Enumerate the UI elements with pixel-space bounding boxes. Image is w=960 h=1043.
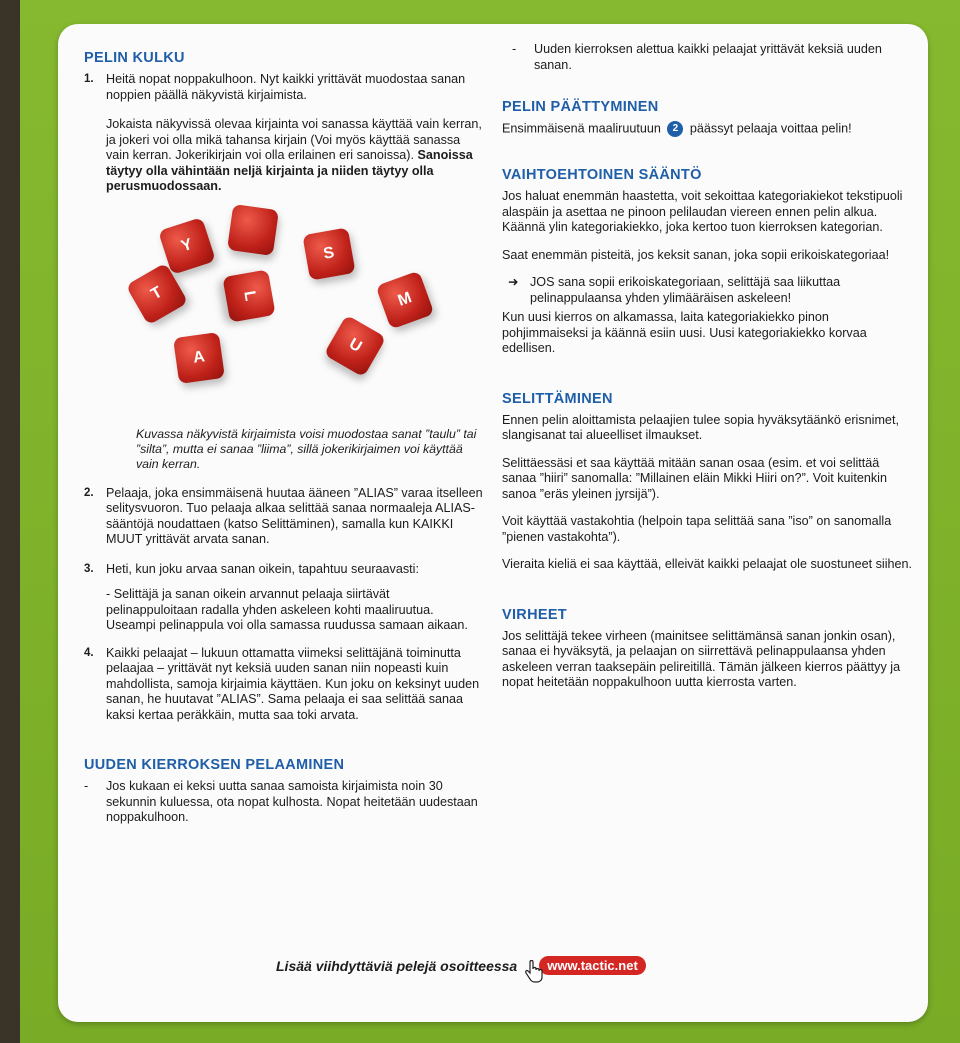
heading-uuden-kierroksen: UUDEN KIERROKSEN PELAAMINEN (84, 757, 345, 773)
dice-illustration (114, 207, 454, 427)
step-text: Heti, kun joku arvaa sanan oikein, tapahtuu seuraavasti: (106, 561, 419, 576)
heading-vaihtoehtoinen: VAIHTOEHTOINEN SÄÄNTÖ (502, 167, 702, 183)
vaihtoehtoinen-p3: Kun uusi kierros on alkamassa, laita kategoriakiekko pinon pohjimmaiseksi ja käännä esiin uusi. Uusi kategoriakiekko korvaa edellisen. (502, 310, 867, 355)
top-dash-text: Uuden kierroksen alettua kaikki pelaajat yrittävät keksiä uuden sanan. (534, 42, 882, 72)
selittaminen-p3: Voit käyttää vastakohtia (helpoin tapa selittää sana ”iso” on sanomalla ”pienen vastakohta”). (502, 514, 892, 544)
selittaminen-p4: Vieraita kieliä ei saa käyttää, elleivät kaikki pelaajat ole suostuneet siihen. (502, 557, 913, 571)
step-number: 3. (84, 562, 94, 575)
uuden-item (84, 779, 484, 826)
virheet-text: Jos selittäjä tekee virheen (mainitsee selittämänsä sanan jonkin osan), sanaa ei hyväksytä, ja pelaajan on siirrettävä pelinappulaansa yhden askeleen verran taaksepäin pelireitillä. Tämän jälkeen kierros päättyy ja nopat heitetään noppakulhoon uutta kierrosta varten. (502, 628, 901, 689)
step-1-bold: Sanoissa täytyy olla vähintään neljä kirjainta ja niiden täytyy olla perusmuodossaan. (106, 148, 473, 193)
die: L (222, 269, 275, 322)
dice-caption: Kuvassa näkyvistä kirjaimista voisi muodostaa sanat ”taulu” tai ”silta”, mutta ei sanaa ”liima”, sillä jokerikirjaimen voi käyttää vain kerran. (136, 426, 477, 471)
arrow-item-text: JOS sana sopii erikoiskategoriaan, selittäjä saa liikuttaa pelinappulaansa yhden ylimääräisen askeleen! (530, 275, 841, 305)
step-number: 4. (84, 646, 94, 659)
step-1 (84, 72, 484, 103)
paattyminen-text (502, 121, 912, 137)
step-4 (84, 646, 484, 724)
vaihtoehtoinen-p2: Saat enemmän pisteitä, jos keksit sanan, joka sopii erikoiskategoriaa! (502, 247, 890, 262)
arrow-icon: ➜ (508, 275, 519, 289)
footer (276, 956, 646, 975)
top-dash-item (502, 42, 912, 73)
step-text: Heitä nopat noppakulhoon. Nyt kaikki yrittävät muodostaa sanan noppien päällä näkyvistä kirjaimista. (106, 72, 466, 102)
step-3-detail (106, 587, 484, 634)
step-text: Pelaaja, joka ensimmäisenä huutaa ääneen ”ALIAS” varaa itselleen selitysvuoron. Tuo pelaaja alkaa selittää sanaa normaaleja ALIAS-sääntöjä noudattaen (katso Selittäminen), samalla kun KAIKKI MUUT yrittävät arvata sanan. (106, 485, 483, 546)
die: M (376, 270, 435, 329)
website-link[interactable] (539, 956, 646, 975)
die: S (302, 227, 355, 280)
dash-marker: - (84, 779, 89, 793)
pointer-hand-icon (523, 960, 543, 984)
website-link-text[interactable]: www.tactic.net (547, 958, 638, 973)
die: Y (158, 217, 216, 275)
dash-marker: - (512, 42, 517, 56)
heading-pelin-paattyminen: PELIN PÄÄTTYMINEN (502, 99, 659, 115)
die: T (126, 262, 189, 325)
footer-text: Lisää viihdyttäviä pelejä osoitteessa (276, 957, 518, 974)
heading-selittaminen: SELITTÄMINEN (502, 390, 613, 407)
selittaminen-p1: Ennen pelin aloittamista pelaajien tulee sopia hyväksytäänkö erisnimet, slangisanat tai alueelliset ilmaukset. (502, 412, 899, 442)
selittaminen-p2: Selittäessäsi et saa käyttää mitään sanan osaa (esim. et voi selittää sanaa ”hiiri” sanomalla: ”Millainen eläin Mikki Hiiri on?”. Voit kuitenkin sanoa ”eräs yleinen jyrsijä”). (502, 455, 887, 501)
uuden-text: Jos kukaan ei keksi uutta sanaa samoista kirjaimista noin 30 sekunnin kuluessa, ota nopat kulhosta. Nopat heitetään uudestaan noppakulhoon. (106, 779, 478, 824)
step-1-paragraph: Jokaista näkyvissä olevaa kirjainta voi sanassa käyttää vain kerran, ja jokeri voi olla mikä tahansa kirjain (Voi myös käyttää sanassa vain kerran. Jokerikirjain voi olla erilainen eri sanoissa). (106, 117, 482, 162)
left-column (84, 50, 484, 826)
step-number: 1. (84, 73, 94, 85)
vaihtoehtoinen-arrow-item (502, 275, 912, 306)
paattyminen-part-b: päässyt pelaaja voittaa pelin! (689, 121, 852, 136)
vaihtoehtoinen-p1: Jos haluat enemmän haastetta, voit sekoittaa kategoriakiekot tekstipuoli alaspäin ja asettaa ne pinoon pelilaudan viereen ennen pelin alkua. Käännä ylin kategoriakiekko, joka kertoo tuon kierroksen kategorian. (502, 189, 903, 234)
step-1-detail (106, 117, 484, 195)
step-number: 2. (84, 486, 94, 499)
step-3-paragraph: - Selittäjä ja sanan oikein arvannut pelaaja siirtävät pelinappuloitaan radalla yhden askeleen kohti maaliruutua. Useampi pelinappula voi olla samassa ruudussa samaan aikaan. (106, 587, 468, 632)
heading-virheet: VIRHEET (502, 606, 567, 623)
heading-pelin-kulku: PELIN KULKU (84, 50, 185, 66)
die: U (324, 314, 387, 377)
step-2 (84, 486, 484, 548)
step-text: Kaikki pelaajat – lukuun ottamatta viimeksi selittäjänä toiminutta pelaajaa – yrittävät nyt keksiä uuden sanan niin nopeasti kuin mahdollista, samoja kirjaimia käyttäen. Kun joku on keksinyt uuden sanan, he huutavat ”ALIAS”. Sama pelaaja ei saa selittää sanaa kaksi kertaa peräkkäin, mutta saa toki arvata. (106, 645, 480, 722)
die: A (173, 332, 225, 384)
paattyminen-part-a: Ensimmäisenä maaliruutuun (502, 121, 661, 136)
step-3 (84, 562, 484, 578)
goal-number-badge: 2 (667, 121, 683, 137)
right-column (502, 42, 912, 703)
die (227, 204, 279, 256)
